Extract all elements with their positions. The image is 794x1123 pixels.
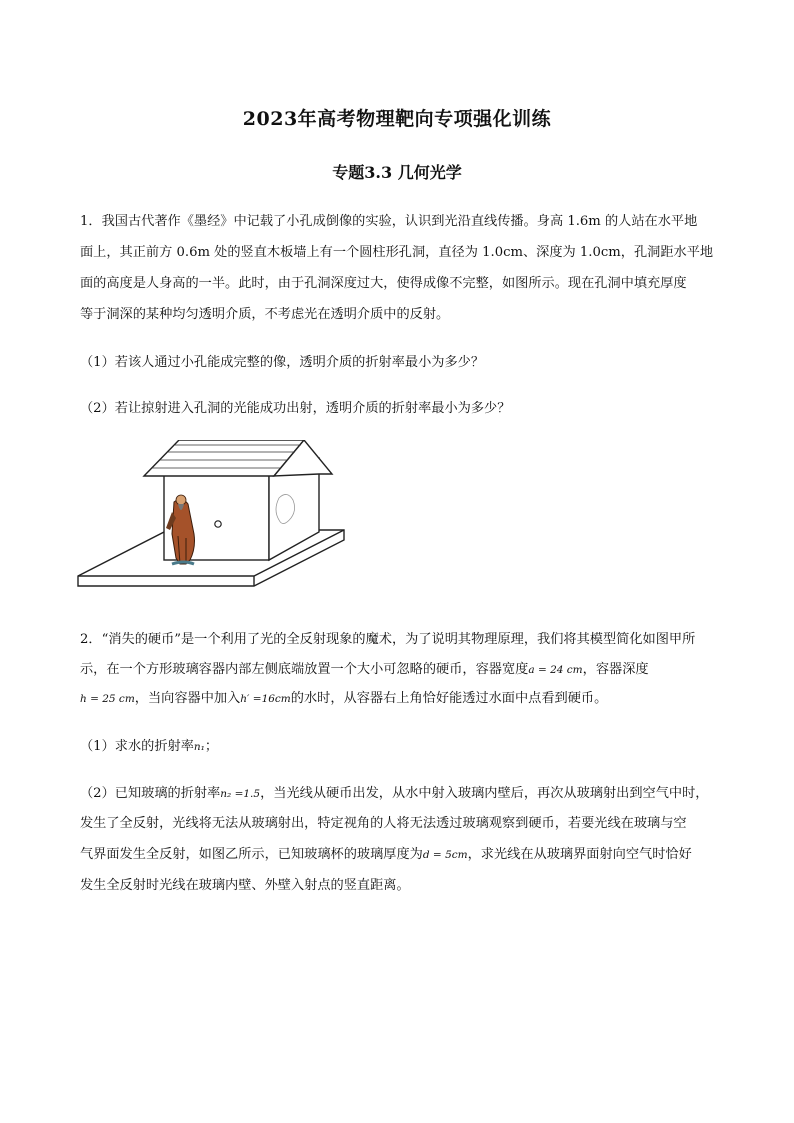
math-d: d = 5cm (422, 849, 468, 861)
q2-line-3: h = 25 cm，当向容器中加入h′ =16cm的水时，从容器右上角恰好能透过水面中点看到硬币。 (80, 691, 608, 706)
q2-sub-2: （2）已知玻璃的折射率n₂ =1.5，当光线从硬币出发，从水中射入玻璃内壁后，再次从玻璃射出到空气中时， (80, 786, 709, 801)
q2-line-6: 气界面发生全反射，如图乙所示，已知玻璃杯的玻璃厚度为d = 5cm，求光线在从玻璃界面射向空气时恰好 (80, 847, 692, 862)
math-n2: n₂ =1.5 (220, 788, 261, 800)
math-h: h = 25 cm (80, 693, 135, 705)
document-subtitle: 专题3.3 几何光学 (332, 163, 462, 182)
q2-line-2: 示，在一个方形玻璃容器内部左侧底端放置一个大小可忽略的硬币，容器宽度a = 24 cm，容器深度 (80, 662, 649, 677)
math-a: a = 24 cm (528, 664, 583, 676)
q1-line-1: 1．我国古代著作《墨经》中记载了小孔成倒像的实验，认识到光沿直线传播。身高 1.6m 的人站在水平地 (80, 214, 698, 229)
math-h-prime: h′ =16cm (240, 693, 291, 705)
math-n1: n₁ (193, 741, 205, 753)
q1-sub-1: （1）若该人通过小孔能成完整的像，透明介质的折射率最小为多少？ (80, 355, 485, 370)
document-title: 2023年高考物理靶向专项强化训练 (242, 108, 552, 130)
q2-line-1: 2．“消失的硬币”是一个利用了光的全反射现象的魔术，为了说明其物理原理，我们将其模型简化如图甲所 (80, 632, 696, 647)
q1-line-4: 等于洞深的某种均匀透明介质，不考虑光在透明介质中的反射。 (80, 307, 450, 322)
q2-line-5: 发生了全反射，光线将无法从玻璃射出，特定视角的人将无法透过玻璃观察到硬币，若要光线在玻璃与空 (80, 816, 687, 831)
q2-line-7: 发生全反射时光线在玻璃内壁、外壁入射点的竖直距离。 (80, 878, 410, 893)
q1-line-3: 面的高度是人身高的一半。此时，由于孔洞深度过大，使得成像不完整，如图所示。现在孔洞中填充厚度 (80, 276, 687, 291)
q1-sub-2: （2）若让掠射进入孔洞的光能成功出射，透明介质的折射率最小为多少？ (80, 401, 511, 416)
pinhole-figure (74, 440, 354, 600)
q1-line-2: 面上，其正前方 0.6m 处的竖直木板墙上有一个圆柱形孔洞，直径为 1.0cm、深度为 1.0cm，孔洞距水平地 (80, 245, 714, 260)
q2-sub-1: （1）求水的折射率n₁； (80, 739, 219, 754)
pinhole (215, 521, 221, 527)
